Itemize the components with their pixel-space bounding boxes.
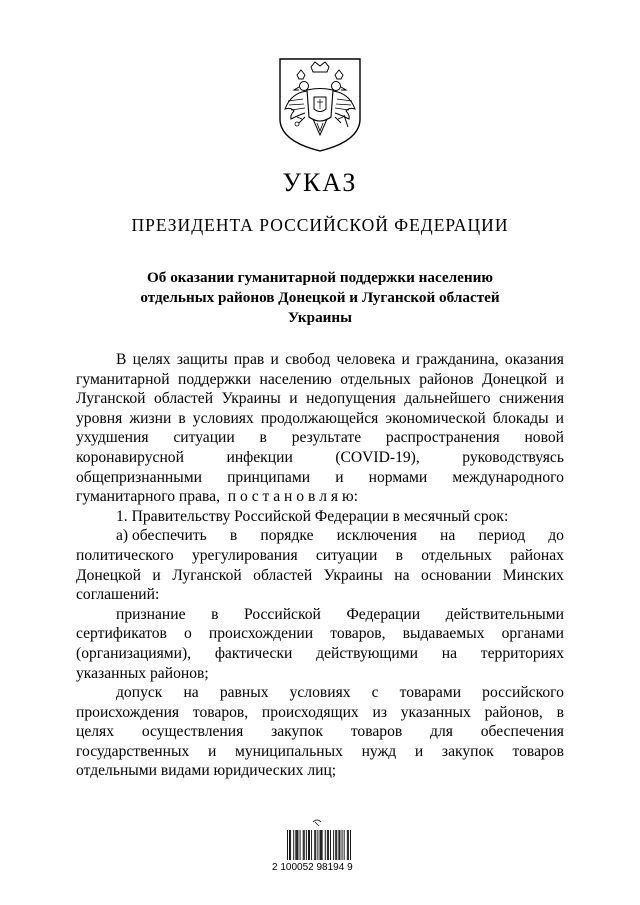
document-body (76, 350, 564, 781)
body-word: гражданина, (416, 351, 499, 368)
barcode-bar (335, 830, 336, 860)
body-word: товаров, (192, 703, 249, 721)
barcode-bar (322, 830, 323, 860)
body-word: политического (76, 546, 174, 564)
body-word: в (211, 605, 219, 623)
body-line (76, 664, 564, 684)
body-word: Федерации (346, 605, 421, 623)
body-word: целях (76, 723, 115, 741)
body-word: поддержки (178, 370, 252, 388)
body-word: закупок (271, 723, 324, 741)
body-word: сертификатов (76, 625, 167, 643)
barcode-bar (348, 830, 349, 860)
body-word: товаров, (330, 625, 386, 643)
body-word: новой (524, 429, 564, 447)
body-word: Российской (244, 605, 321, 623)
body-word: действующими (316, 644, 418, 662)
body-word: дальнейшего (404, 390, 491, 408)
body-word: обеспечения (480, 723, 564, 741)
body-word: на (440, 527, 456, 545)
body-word: руководствуясь (462, 448, 564, 466)
body-word: осуществления (141, 723, 244, 741)
body-word: международного (452, 468, 564, 486)
body-word: государственных (76, 742, 190, 760)
barcode-bar (298, 830, 299, 860)
heading-line: Об оказании гуманитарной поддержки населению (146, 269, 493, 286)
body-word: (организациями), (76, 644, 192, 662)
body-word: Минских (502, 566, 564, 584)
barcode-bar (296, 830, 297, 860)
body-word: период (478, 527, 526, 545)
body-word: районов, (484, 703, 543, 721)
body-word: уровня (76, 409, 123, 427)
body-word: отдельных (340, 370, 411, 388)
barcode-bar (350, 830, 351, 860)
body-word: распространения (385, 429, 500, 447)
body-word: продолжающейся (260, 409, 379, 427)
body-word: территориях (480, 644, 564, 662)
body-word: указанных (400, 703, 471, 721)
body-word: отдельных (421, 546, 492, 564)
body-word: товарами (399, 684, 462, 702)
body-word: и (207, 742, 217, 760)
body-word: с (371, 684, 379, 702)
body-line (76, 566, 564, 586)
body-word: Донецкой (482, 370, 548, 388)
body-word: снижения (499, 390, 564, 408)
body-word: нормами (368, 468, 428, 486)
body-word: недопущения (306, 390, 396, 408)
body-line (76, 526, 564, 546)
barcode-bar (309, 830, 310, 860)
barcode-bar (295, 830, 296, 860)
body-word: Украины (323, 566, 383, 584)
body-word: и (414, 742, 424, 760)
coat-of-arms-emblem (277, 57, 363, 153)
body-word: допуск (116, 684, 163, 702)
barcode-bar (320, 830, 321, 860)
barcode-bar (311, 830, 312, 860)
body-line (76, 487, 564, 507)
barcode-bar (303, 830, 304, 860)
body-word: и (289, 390, 298, 408)
body-word: исключения (336, 527, 417, 545)
barcode-number: 2 100052 98194 9 (272, 862, 353, 873)
body-word: прав (233, 351, 265, 368)
body-word: условиях (289, 684, 351, 702)
double-headed-eagle-icon (277, 57, 363, 153)
body-word: товаров (350, 723, 403, 741)
barcode-bar (328, 830, 329, 860)
body-word: фактически (214, 644, 293, 662)
body-word: условиях (192, 409, 254, 427)
body-word: происходящих (261, 703, 359, 721)
body-word: В (116, 351, 127, 368)
body-word: происхождения (76, 703, 180, 721)
body-word: нужд (361, 742, 397, 760)
body-word: населению (259, 370, 332, 388)
barcode-bar (347, 830, 348, 860)
barcode-bar (340, 830, 341, 860)
body-word: и (555, 409, 564, 427)
body-line (76, 722, 564, 742)
body-word: Украины (221, 390, 281, 408)
body-word: происхождении (208, 625, 314, 643)
body-word: принципами (227, 468, 311, 486)
body-line (76, 644, 564, 664)
body-word: на (183, 684, 199, 702)
body-line (76, 624, 564, 644)
body-word: областей (253, 566, 313, 584)
body-word: районах (510, 546, 564, 564)
body-word: экономической (385, 409, 486, 427)
barcode-bar (321, 830, 322, 860)
body-word: и (335, 468, 344, 486)
body-word: в (395, 546, 403, 564)
body-word: урегулирования (191, 546, 298, 564)
body-word: порядке (260, 527, 314, 545)
barcode-bar (293, 830, 294, 860)
body-word: и (270, 351, 279, 368)
body-word: на (441, 644, 458, 662)
body-line (76, 605, 564, 625)
body-word: соглашений: (76, 586, 160, 604)
body-word: общепризнанными (76, 468, 202, 486)
body-word: человека (336, 351, 396, 368)
body-word: и (401, 351, 410, 368)
heading-line: Украины (287, 309, 353, 326)
barcode-bar (327, 830, 328, 860)
body-word: указанных районов; (76, 664, 209, 682)
body-word: Луганской (76, 390, 146, 408)
body-line (76, 370, 564, 390)
body-line (76, 448, 564, 468)
barcode-bar (314, 830, 315, 860)
body-line (76, 761, 564, 781)
body-word: в (229, 527, 238, 545)
body-line (76, 389, 564, 409)
body-word: ухудшения (76, 429, 149, 447)
body-word: российского (482, 684, 564, 702)
body-line (76, 683, 564, 703)
body-word: муниципальных (234, 742, 343, 760)
body-word: целях (132, 351, 171, 368)
body-word: а) обеспечить (116, 527, 207, 545)
body-word: в (178, 409, 186, 427)
barcode-bar (304, 830, 305, 860)
body-word: защиты (176, 351, 228, 368)
barcode-bar (325, 830, 326, 860)
body-word: основании (420, 566, 492, 584)
body-word: органами (501, 625, 564, 643)
body-word: коронавирусной (76, 448, 184, 466)
body-word: гуманитарного права, п о с т а н о в л я ю: (76, 488, 358, 506)
body-word: гуманитарной (76, 370, 170, 388)
body-word: областей (154, 390, 214, 408)
body-line (76, 409, 564, 429)
barcode-bar (306, 830, 307, 860)
body-word: жизни (129, 409, 172, 427)
body-word: ситуации (315, 546, 378, 564)
body-word: для (430, 723, 453, 741)
body-line (76, 507, 564, 527)
body-word: в (259, 429, 267, 447)
body-word: районов (419, 370, 474, 388)
body-word: из (372, 703, 387, 721)
body-line (76, 350, 564, 370)
body-word: действительными (445, 605, 564, 623)
body-word: на (394, 566, 410, 584)
body-word: в (556, 703, 564, 721)
barcode-bar (287, 830, 288, 860)
barcode-bar (338, 830, 339, 860)
barcode-bar (308, 830, 309, 860)
body-word: товаров (512, 742, 564, 760)
barcode-bar (317, 830, 318, 860)
body-word: Донецкой (76, 566, 141, 584)
body-word: инфекции (226, 448, 293, 466)
body-word: результате (291, 429, 362, 447)
body-line (76, 585, 564, 605)
body-word: 1. Правительству Российской Федерации в месячный срок: (116, 507, 509, 525)
barcode-bar (315, 830, 316, 860)
barcode-bar (289, 830, 290, 860)
body-word: равных (219, 684, 269, 702)
body-word: (COVID-19), (335, 448, 420, 466)
body-word: и (555, 370, 564, 388)
body-line (76, 428, 564, 448)
body-word: Луганской (172, 566, 242, 584)
body-word: блокады (492, 409, 549, 427)
body-word: и (152, 566, 161, 584)
barcode-bar (342, 830, 343, 860)
body-word: оказания (504, 351, 564, 368)
barcode-bar (336, 830, 337, 860)
decree-title: УКАЗ (282, 168, 358, 197)
heading-line: отдельных районов Донецкой и Луганской областей (140, 289, 500, 306)
body-word: свобод (285, 351, 331, 368)
body-word: выдаваемых (402, 625, 485, 643)
body-word: до (548, 527, 564, 545)
barcode-bar (290, 830, 291, 860)
body-line (76, 546, 564, 566)
body-word: ситуации (173, 429, 235, 447)
body-line (76, 703, 564, 723)
body-line (76, 468, 564, 488)
decree-issuer: ПРЕЗИДЕНТА РОССИЙСКОЙ ФЕДЕРАЦИИ (131, 215, 509, 235)
body-line (76, 742, 564, 762)
body-word: отдельными видами юридических лиц; (76, 762, 337, 780)
body-word: признание (116, 605, 186, 623)
barcode-bar (330, 830, 331, 860)
body-word: о (183, 625, 192, 643)
barcode-bar (300, 830, 301, 860)
barcode-bar (344, 830, 345, 860)
body-word: закупок (441, 742, 494, 760)
barcode-bar (333, 830, 334, 860)
document-heading (90, 268, 550, 328)
